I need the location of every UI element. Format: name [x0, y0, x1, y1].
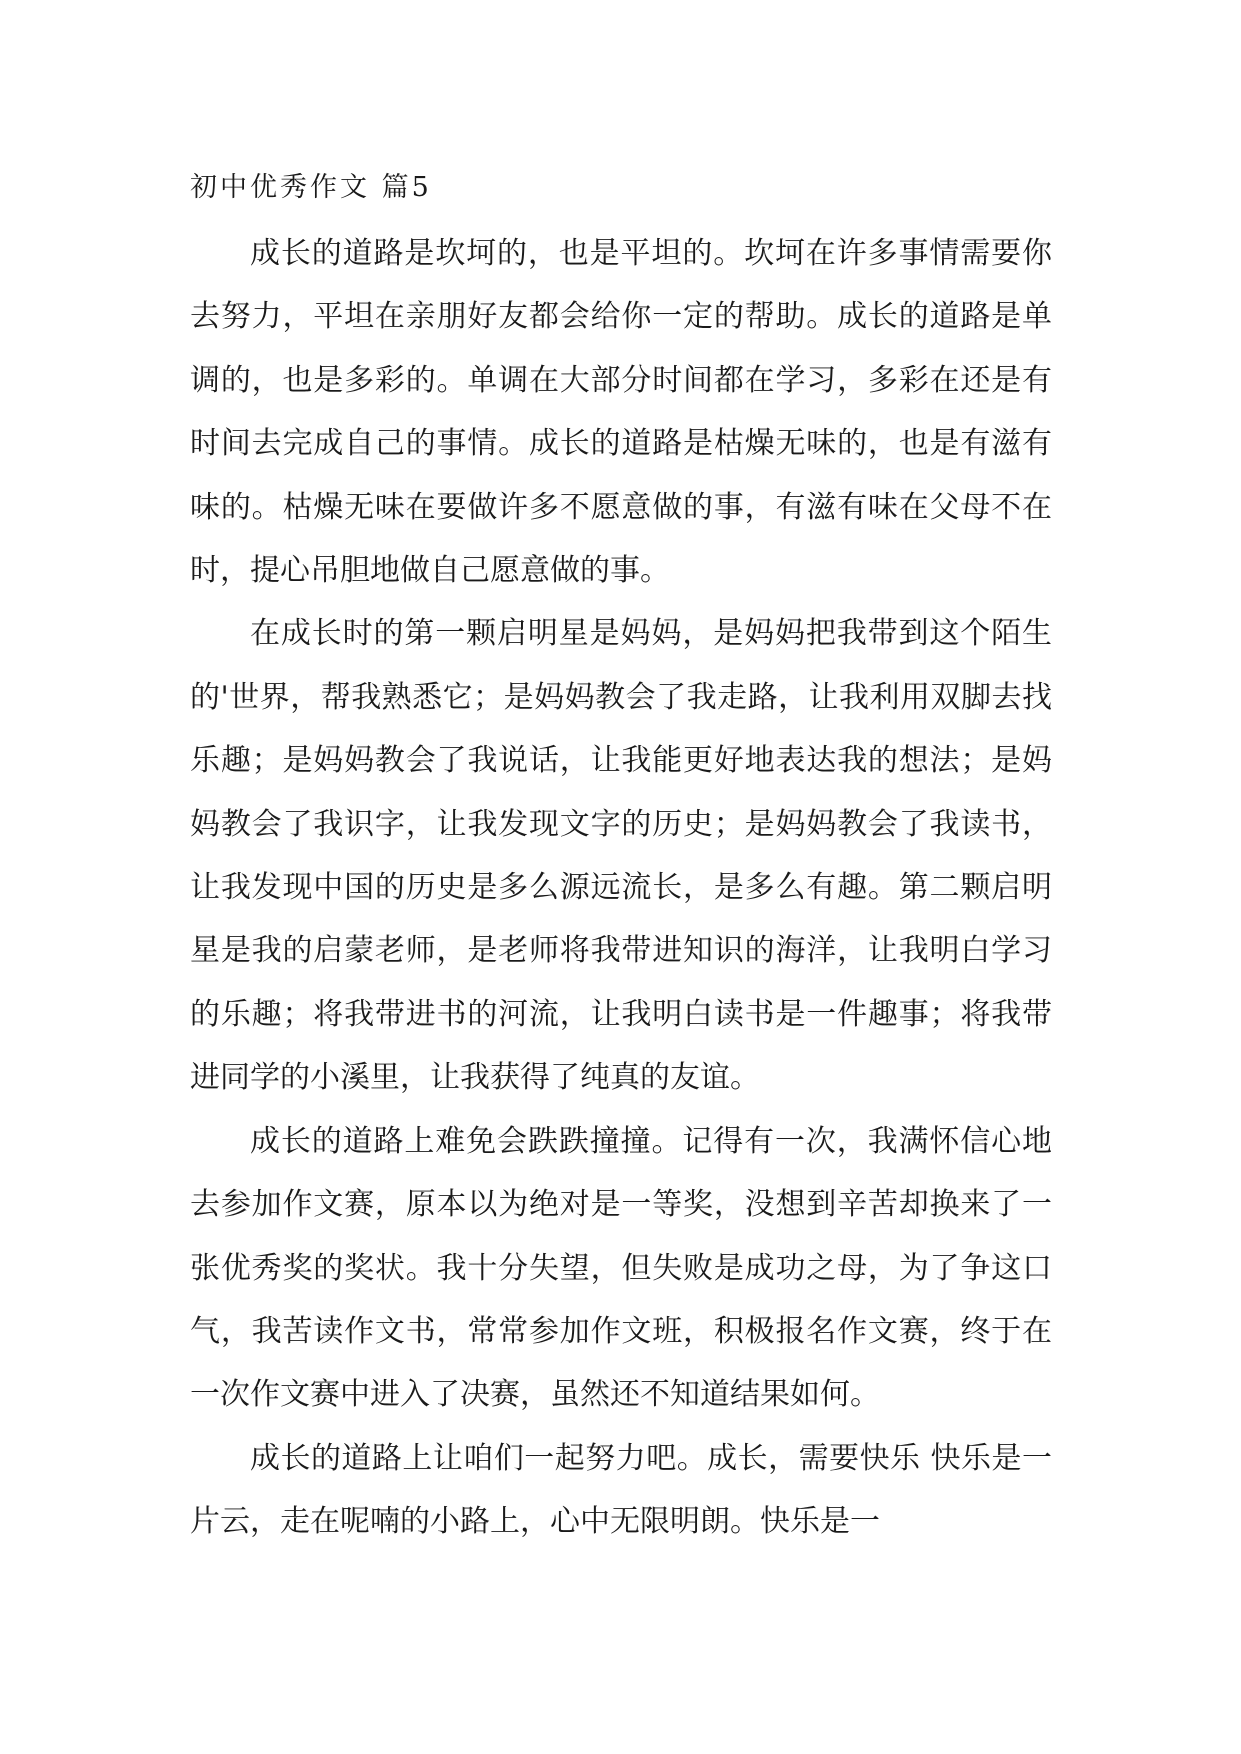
paragraph-1: 成长的道路是坎坷的，也是平坦的。坎坷在许多事情需要你去努力，平坦在亲朋好友都会给你一定的帮助。成长的道路是单调的，也是多彩的。单调在大部分时间都在学习，多彩在还是有时间去完成自己的事情。成长的道路是枯燥无味的，也是有滋有味的。枯燥无味在要做许多不愿意做的事，有滋有味在父母不在时，提心吊胆地做自己愿意做的事。 [190, 236, 1052, 589]
paragraph-3: 成长的道路上难免会跌跌撞撞。记得有一次，我满怀信心地去参加作文赛，原本以为绝对是一等奖，没想到辛苦却换来了一张优秀奖的奖状。我十分失望，但失败是成功之母，为了争这口气，我苦读作文书，常常参加作文班，积极报名作文赛，终于在一次作文赛中进入了决赛，虽然还不知道结果如何。 [190, 1123, 1052, 1413]
document-title: 初中优秀作文 篇5 [190, 172, 432, 203]
document-body [190, 222, 1052, 1554]
paragraph-2: 在成长时的第一颗启明星是妈妈，是妈妈把我带到这个陌生的'世界，帮我熟悉它；是妈妈教会了我走路，让我利用双脚去找乐趣；是妈妈教会了我说话，让我能更好地表达我的想法；是妈妈教会了我识字，让我发现文字的历史；是妈妈教会了我读书，让我发现中国的历史是多么源远流长，是多么有趣。第二颗启明星是我的启蒙老师，是老师将我带进知识的海洋，让我明白学习的乐趣；将我带进书的河流，让我明白读书是一件趣事；将我带进同学的小溪里，让我获得了纯真的友谊。 [190, 616, 1052, 1096]
paragraph-4: 成长的道路上让咱们一起努力吧。成长，需要快乐 快乐是一片云，走在呢喃的小路上，心中无限明朗。快乐是一 [190, 1440, 1052, 1540]
